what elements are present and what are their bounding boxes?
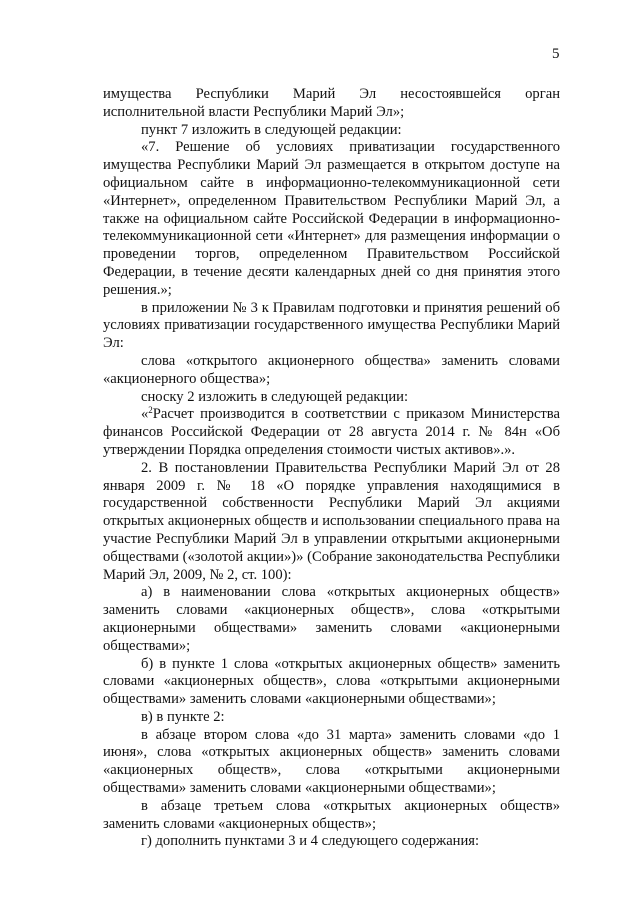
paragraph-13: в абзаце третьем слова «открытых акционерных обществ» заменить словами «акционерных обществ»; (103, 797, 560, 832)
paragraph-10: б) в пункте 1 слова «открытых акционерных обществ» заменить словами «акционерных обществ», слова «открытыми акционерными обществами» заменить словами «акционерными обществами»; (103, 655, 560, 708)
paragraph-7 (103, 406, 560, 459)
paragraph-11: в) в пункте 2: (141, 708, 225, 725)
footnote-marker: 2 (148, 405, 153, 416)
paragraph-3: «7. Решение об условиях приватизации государственного имущества Республики Марий Эл размещается в открытом доступе на официальном сайте в информационно-телекоммуникационной сети «Интернет», определенном Правительством Республики Марий Эл, а также на официальном сайте Российской Федерации в информационно-телекоммуникационной сети «Интернет» для размещения информации о проведении торгов, определенном Правительством Российской Федерации, в течение десяти календарных дней со дня принятия этого решения.»; (103, 139, 560, 298)
paragraph-5: слова «открытого акционерного общества» заменить словами «акционерного общества»; (103, 352, 560, 387)
paragraph-9: а) в наименовании слова «открытых акционерных обществ» заменить словами «акционерных обществ», слова «открытыми акционерными обществами» заменить словами «акционерными обществами»; (103, 584, 560, 654)
paragraph-14: г) дополнить пунктами 3 и 4 следующего содержания: (141, 833, 480, 850)
paragraph-4: в приложении № 3 к Правилам подготовки и принятия решений об условиях приватизации государственного имущества Республики Марий Эл: (103, 299, 560, 352)
paragraph-12: в абзаце втором слова «до 31 марта» заменить словами «до 1 июня», слова «открытых акционерных обществ» заменить словами «акционерных обществ», слова «открытыми акционерными обществами» заменить словами «акционерными обществами»; (103, 726, 560, 797)
paragraph-2: пункт 7 изложить в следующей редакции: (141, 121, 402, 138)
document-body (103, 86, 560, 851)
paragraph-8: 2. В постановлении Правительства Республики Марий Эл от 28 января 2009 г. № 18 «О порядке управления находящимися в государственной собственности Республики Марий Эл акциями открытых акционерных обществ и использовании специального права на участие Республики Марий Эл в управлении открытыми акционерными обществами («золотой акции»)» (Собрание законодательства Республики Марий Эл, 2009, № 2, ст. 100): (103, 459, 560, 583)
paragraph-7-text: Расчет производится в соответствии с приказом Министерства финансов Российской Федерации от 28 августа 2014 г. № 84н «Об утверждении Порядка определения стоимости чистых активов».». (103, 406, 560, 458)
paragraph-6: сноску 2 изложить в следующей редакции: (141, 388, 409, 405)
page-number: 5 (552, 46, 560, 62)
opening-quote: « (141, 406, 149, 423)
paragraph-1: имущества Республики Марий Эл несостоявшейся орган исполнительной власти Республики Марий Эл»; (103, 86, 560, 120)
